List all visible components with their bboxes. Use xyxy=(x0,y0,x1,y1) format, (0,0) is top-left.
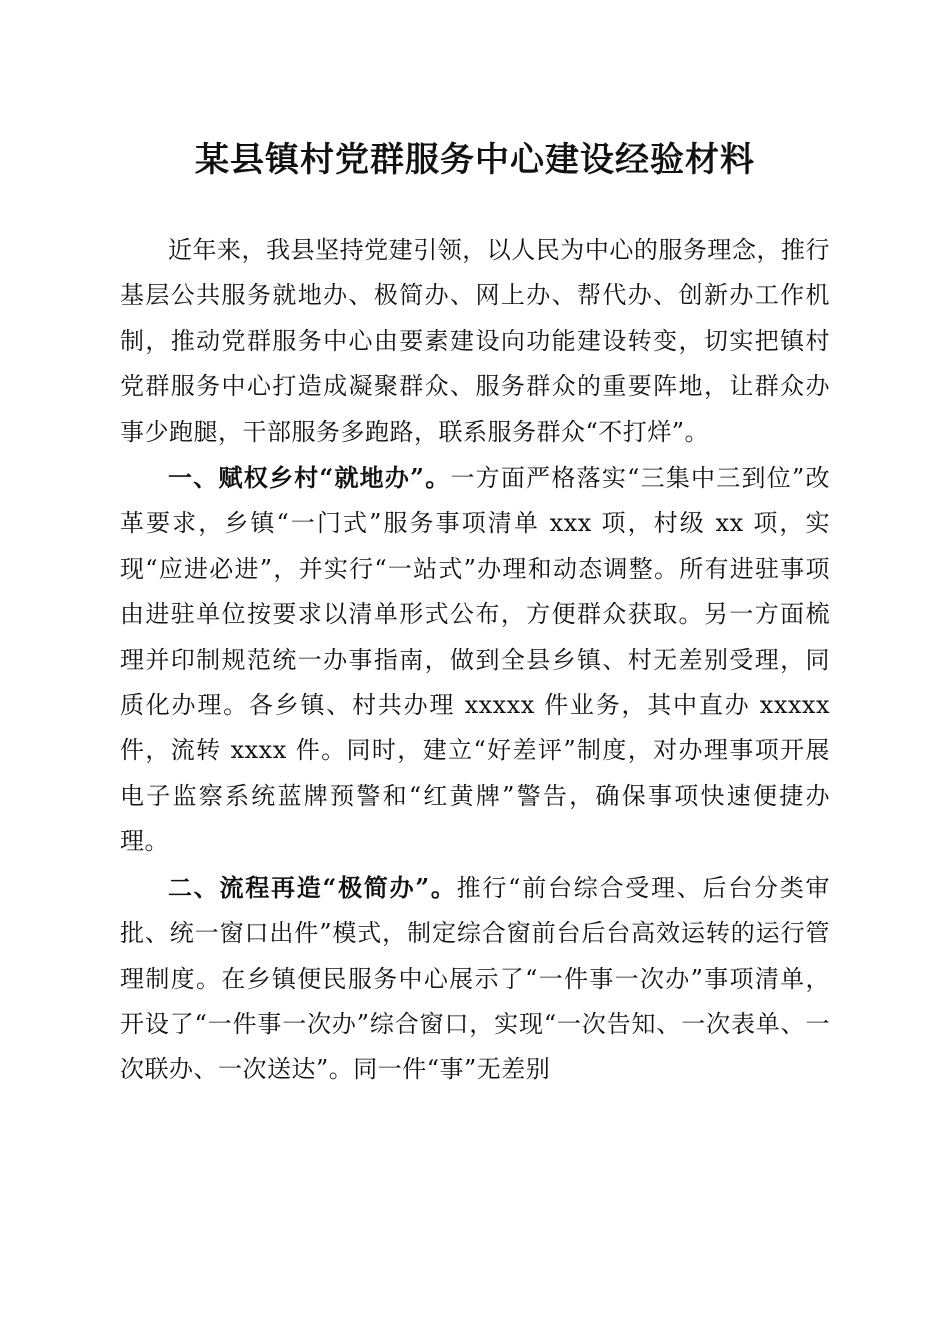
document-body xyxy=(120,228,830,1093)
section-heading-2: 二、流程再造“极简办”。 xyxy=(168,872,457,902)
section-paragraph-2 xyxy=(120,865,830,1093)
section-heading-1: 一、赋权乡村“就地办”。 xyxy=(168,463,451,493)
section-paragraph-1 xyxy=(120,455,830,865)
document-title: 某县镇村党群服务中心建设经验材料 xyxy=(195,140,755,180)
section-body-1: 一方面严格落实“三集中三到位”改革要求，乡镇“一门式”服务事项清单 xxx 项，村级 xx 项，实现“应进必进”，并实行“一站式”办理和动态调整。所有进驻事项由进驻单位按要求以清单形式公布，方便群众获取。另一方面梳理并印制规范统一办事指南，做到全县乡镇、村无差别受理，同质化办理。各乡镇、村共办理 xxxxx 件业务，其中直办 xxxxx 件，流转 xxxx 件。同时，建立“好差评”制度，对办理事项开展电子监察系统蓝牌预警和“红黄牌”警告，确保事项快速便捷办理。 xyxy=(120,464,830,856)
section-body-2: 推行“前台综合受理、后台分类审批、统一窗口出件”模式，制定综合窗前台后台高效运转的运行管理制度。在乡镇便民服务中心展示了“一件事一次办”事项清单，开设了“一件事一次办”综合窗口，实现“一次告知、一次表单、一次联办、一次送达”。同一件“事”无差别 xyxy=(120,873,830,1084)
intro-paragraph: 近年来，我县坚持党建引领，以人民为中心的服务理念，推行基层公共服务就地办、极简办、网上办、帮代办、创新办工作机制，推动党群服务中心由要素建设向功能建设转变，切实把镇村党群服务中心打造成凝聚群众、服务群众的重要阵地，让群众办事少跑腿，干部服务多跑路，联系服务群众“不打烊”。 xyxy=(120,236,830,446)
